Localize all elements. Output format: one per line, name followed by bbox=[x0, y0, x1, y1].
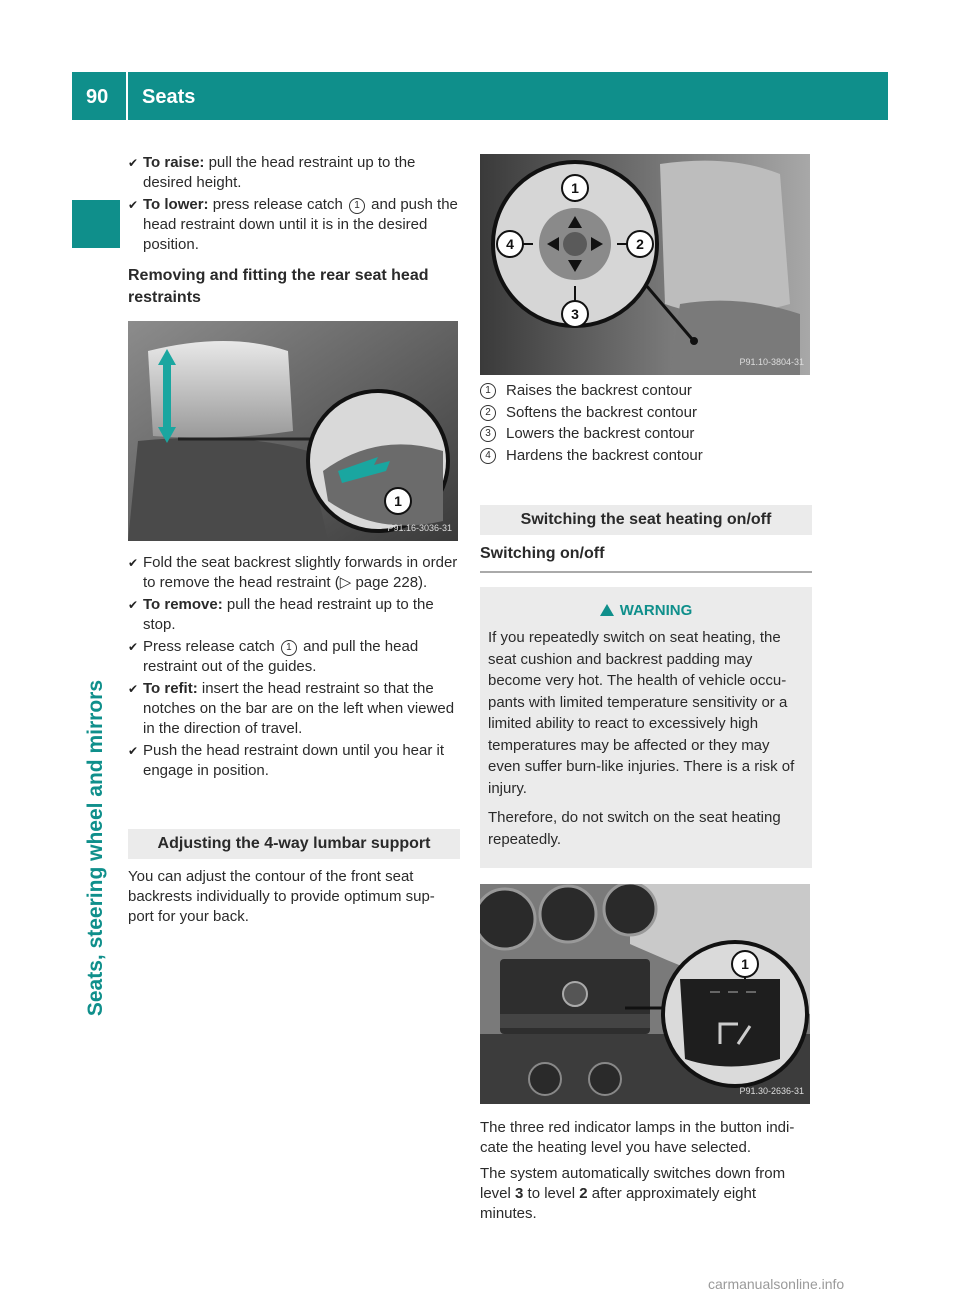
step-text: insert the head restraint so that the notches on the bar are on the left when viewed in the direction of travel. bbox=[143, 680, 455, 737]
lumbar-illustration bbox=[480, 154, 810, 375]
legend-item bbox=[480, 423, 812, 445]
step-label: To remove: bbox=[143, 596, 223, 613]
text: to level bbox=[523, 1185, 580, 1202]
step-text: pull the head restraint up to the stop. bbox=[143, 596, 434, 633]
arrow-right-icon: ✔︎ bbox=[128, 640, 139, 654]
warning-paragraph: Therefore, do not switch on the seat heating repeatedly. bbox=[488, 809, 781, 848]
step-press bbox=[128, 637, 460, 677]
svg-text:1: 1 bbox=[741, 956, 749, 972]
step-text: Push the head restraint down until you hear it engage in position. bbox=[143, 742, 445, 779]
warning-title: WARNING bbox=[619, 602, 693, 619]
callout-number: 4 bbox=[480, 448, 496, 464]
legend-text: Softens the backrest contour bbox=[506, 403, 697, 421]
callout-number: 1 bbox=[480, 383, 496, 399]
header-title: Seats bbox=[142, 86, 196, 108]
figure-code: P91.30-2636-31 bbox=[739, 1086, 804, 1096]
arrow-right-icon: ✔︎ bbox=[128, 198, 139, 212]
step-raise bbox=[128, 153, 460, 193]
warning-box bbox=[480, 587, 812, 868]
arrow-right-icon: ✔︎ bbox=[128, 682, 139, 696]
step-text: Fold the seat backrest slightly forwards in order to remove the head restraint (▷ page 228). bbox=[143, 554, 458, 591]
left-column bbox=[128, 153, 460, 933]
step-text: pull the head restraint up to the desired height. bbox=[143, 154, 416, 191]
step-text: press release catch bbox=[208, 196, 347, 213]
svg-text:1: 1 bbox=[571, 180, 579, 196]
section-seat-heating: Switching the seat heating on/off bbox=[480, 505, 812, 535]
sidebar-block bbox=[72, 200, 120, 248]
sidebar-label bbox=[84, 680, 108, 1017]
section-lumbar: Adjusting the 4-way lumbar support bbox=[128, 829, 460, 859]
figure-code: P91.10-3804-31 bbox=[739, 357, 804, 367]
legend-item bbox=[480, 402, 812, 424]
callout-number: 1 bbox=[349, 198, 365, 214]
text: after approximately eight minutes. bbox=[480, 1185, 757, 1222]
legend-item bbox=[480, 445, 812, 467]
legend-item bbox=[480, 380, 812, 402]
warning-paragraph: If you repeatedly switch on seat heating, the seat cushion and backrest padding may become very hot. The health of vehicle occu-pants with limited temperature sensitivity or a limited ability to react to excessively high temperatures may be affected or they may even suffer burn-like injuries. There is a risk of injury. bbox=[488, 629, 795, 797]
step-remove bbox=[128, 595, 460, 635]
legend-text: Lowers the backrest contour bbox=[506, 425, 695, 442]
step-fold bbox=[128, 553, 460, 593]
step-lower bbox=[128, 195, 460, 255]
level-value: 3 bbox=[515, 1185, 524, 1202]
arrow-right-icon: ✔︎ bbox=[128, 556, 139, 570]
step-push bbox=[128, 741, 460, 781]
arrow-right-icon: ✔︎ bbox=[128, 744, 139, 758]
step-text: Press release catch bbox=[143, 638, 279, 655]
svg-text:2: 2 bbox=[636, 236, 644, 252]
callout-number: 3 bbox=[480, 426, 496, 442]
step-label: To refit: bbox=[143, 680, 198, 697]
dashboard-illustration bbox=[480, 884, 810, 1104]
callout-number: 1 bbox=[281, 640, 297, 656]
svg-text:1: 1 bbox=[394, 493, 402, 509]
step-label: To lower: bbox=[143, 196, 209, 213]
header-divider bbox=[126, 72, 128, 120]
figure-seat-heating-button bbox=[480, 884, 810, 1104]
warning-triangle-icon bbox=[600, 604, 614, 616]
warning-header bbox=[488, 601, 804, 621]
legend-text: Hardens the backrest contour bbox=[506, 446, 703, 464]
step-text: and pull the head restraint out of the guides. bbox=[143, 638, 419, 675]
heading-rear-head-restraints: Removing and fitting the rear seat head restraints bbox=[128, 267, 429, 306]
figure-lumbar bbox=[480, 154, 810, 375]
figure-code: P91.16-3036-31 bbox=[387, 523, 452, 533]
arrow-right-icon: ✔︎ bbox=[128, 598, 139, 612]
lumbar-paragraph: You can adjust the contour of the front seat backrests individually to provide optimum sup-port for your back. bbox=[128, 868, 435, 925]
step-refit bbox=[128, 679, 460, 739]
subheading-switching: Switching on/off bbox=[480, 543, 812, 573]
lamps-paragraph: The three red indicator lamps in the button indi-cate the heating level you have selected. bbox=[480, 1119, 795, 1156]
right-column bbox=[480, 154, 812, 1230]
watermark: carmanualsonline.info bbox=[708, 1276, 845, 1292]
sidebar-label-text: Seats, steering wheel and mirrors bbox=[84, 680, 107, 1017]
level-value: 2 bbox=[579, 1185, 588, 1202]
arrow-right-icon: ✔︎ bbox=[128, 156, 139, 170]
callout-number: 2 bbox=[480, 405, 496, 421]
figure-head-restraint bbox=[128, 321, 458, 541]
auto-paragraph bbox=[480, 1164, 812, 1224]
head-restraint-illustration bbox=[128, 321, 458, 541]
legend-text: Raises the backrest contour bbox=[506, 382, 692, 399]
step-label: To raise: bbox=[143, 154, 205, 171]
page-header bbox=[72, 72, 888, 120]
svg-text:3: 3 bbox=[571, 306, 579, 322]
text: The system automatically switches down from level bbox=[480, 1165, 786, 1202]
step-text: and push the head restraint down until it is in the desired position. bbox=[143, 196, 458, 253]
svg-text:4: 4 bbox=[506, 236, 514, 252]
page-number: 90 bbox=[86, 86, 109, 108]
